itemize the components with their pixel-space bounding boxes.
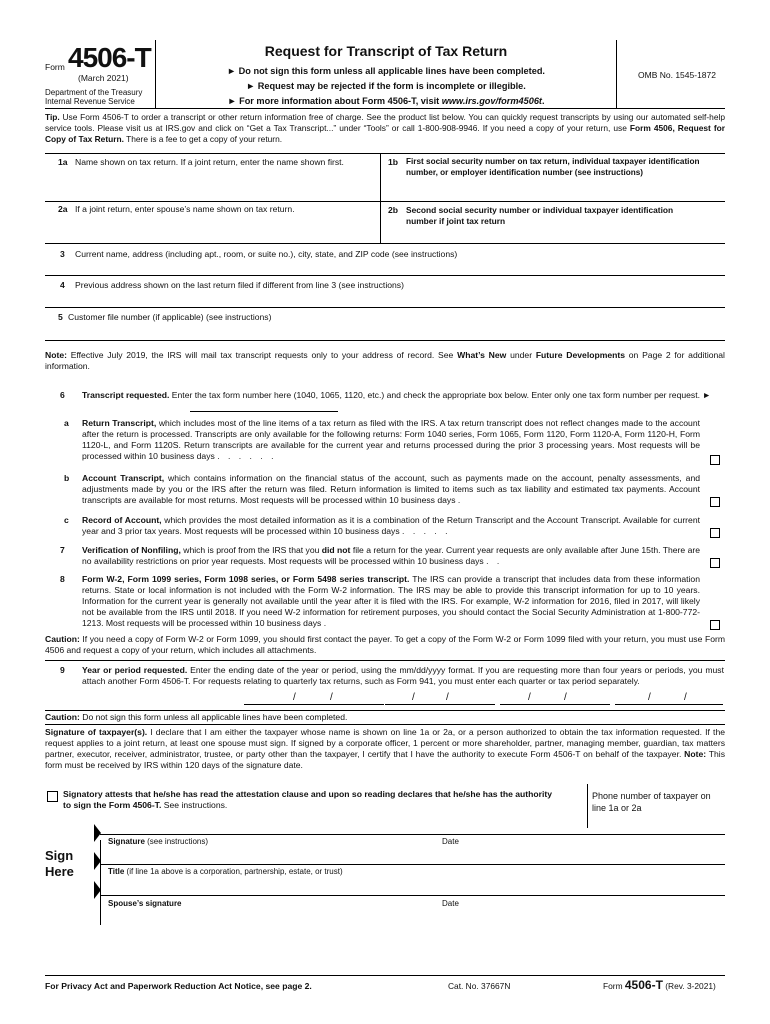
name-input-1a[interactable] — [75, 180, 375, 198]
caution-2-label: Caution: — [45, 712, 80, 722]
line-6c-dots: . . . . . — [402, 526, 451, 536]
signature-declaration-text: I declare that I am either the taxpayer whose name is shown on line 1a or 2a, or a person authorized to obtain the tax information requested. If the request applies to a joint return, at least one spouse must sign. If signed by a corporate officer, 1 percent or more shareholder, partner, managing member, guardian, tax matters partner, executor, receiver, administrator, trustee, or party other than the taxpayer, I certify that I have the authority to execute Form 4506-T on behalf of the taxpayer. — [45, 727, 726, 759]
spouse-signature-input[interactable] — [108, 882, 418, 894]
rule-before-caution-2 — [45, 710, 725, 711]
header-divider-right — [616, 40, 617, 108]
rule-before-4 — [45, 275, 725, 276]
title-field-bold: Title — [108, 867, 125, 876]
rule-before-2a — [45, 201, 725, 202]
line-6-number: 6 — [60, 390, 65, 400]
tip-paragraph — [45, 112, 725, 144]
line-7-bold: did not — [321, 545, 351, 555]
line-1b-number: 1b — [388, 157, 399, 167]
line-2b-number: 2b — [388, 205, 399, 215]
line-6a-label: Return Transcript, — [82, 418, 157, 428]
omb-number: OMB No. 1545-1872 — [638, 70, 716, 80]
line-2a-number: 2a — [58, 204, 68, 214]
line-2a-label: If a joint return, enter spouse’s name shown on tax return. — [75, 204, 295, 214]
line-4-label: Previous address shown on the last return filed if different from line 3 (see instructions) — [75, 280, 404, 290]
line-9-body: Enter the ending date of the year or period, using the mm/dd/yyyy format. If you are requesting more than four years or periods, you must attach another Form 4506-T. For requests relating to quarterly tax returns, such as Form 941, you must enter each quarter or tax period separately. — [82, 665, 724, 686]
line-3-number: 3 — [60, 249, 65, 259]
signature-declaration-label: Signature of taxpayer(s). — [45, 727, 148, 737]
note-text-1: Effective July 2019, the IRS will mail tax transcript requests only to your address of record. See — [66, 350, 458, 360]
sign-here-label — [45, 848, 74, 881]
sign-label: Sign — [45, 848, 74, 863]
line-1a-number: 1a — [58, 157, 68, 167]
line-6c-letter: c — [64, 515, 69, 525]
line-9-text — [82, 665, 724, 687]
note-label: Note: — [45, 350, 67, 360]
period-4-input[interactable] — [615, 692, 723, 705]
phone-input[interactable] — [590, 815, 725, 827]
ssn-input-2b[interactable] — [406, 226, 721, 242]
line-6a-dots: . . . . . . — [217, 451, 277, 461]
caution-2-text: Do not sign this form unless all applicable lines have been completed. — [79, 712, 348, 722]
signature-declaration — [45, 727, 725, 771]
line-6b-dots: . — [457, 495, 461, 505]
footer-form-id — [603, 978, 716, 993]
spouse-line — [100, 895, 725, 896]
bullet3-pre: ► For more information about Form 4506-T, visit — [227, 96, 442, 106]
line-7-number: 7 — [60, 545, 65, 555]
tip-text-end: There is a fee to get a copy of your return. — [123, 133, 283, 144]
line-6a-text — [82, 418, 700, 462]
bullet3-post: . — [542, 96, 545, 106]
line-6c-body: which provides the most detailed information as it is a combination of the Return Transcript and the Account Transcript. Available for current year and 3 prior tax years. Most requests will be processed within 10 business days — [82, 515, 700, 536]
attestation-text — [63, 789, 553, 811]
catalog-number: Cat. No. 37667N — [448, 981, 511, 991]
form-date: (March 2021) — [78, 73, 129, 83]
tip-text: Use Form 4506-T to order a transcript or other return information free of charge. See the product list below. You can quickly request transcripts by using our automated self-help service tools. Please visit us at IRS.gov and click on “Get a Tax Transcript...” under “Tools” or call 1-800-908-9946. If you need a copy of your return, use — [45, 112, 725, 133]
signature-field-label — [108, 837, 208, 847]
rule-before-3 — [45, 243, 725, 244]
here-label: Here — [45, 864, 74, 880]
ssn-input-1b[interactable] — [406, 180, 721, 198]
signature-date-label: Date — [442, 837, 459, 846]
line-5-number: 5 — [58, 312, 63, 322]
line-6b-text — [82, 473, 700, 506]
period-1-slash-1: / — [293, 692, 296, 703]
signature-field-sub: (see instructions) — [144, 837, 209, 846]
dept-line1: Department of the Treasury — [45, 88, 143, 97]
period-3-slash-1: / — [528, 692, 531, 703]
line-7-dots: . . — [486, 556, 503, 566]
footer-form-number: 4506-T — [624, 978, 663, 992]
note-text-3: on Page 2 for additional information. — [45, 350, 725, 371]
w2-1099-transcript-checkbox[interactable] — [710, 620, 720, 630]
phone-label: Phone number of taxpayer on line 1a or 2a — [592, 791, 711, 813]
irs-form-link[interactable]: www.irs.gov/form4506t — [441, 96, 542, 106]
title-field-label — [108, 867, 343, 877]
period-2-slash-2: / — [446, 692, 449, 703]
spouse-date-label: Date — [442, 899, 459, 908]
tip-bold: Form 4506, Request for Copy of Tax Return. — [45, 122, 725, 144]
line-7-body-2: file a return for the year. Current year requests are only available after June 15th. There are no availability restrictions on prior year requests. Most requests will be processed within 10 business days — [82, 545, 700, 566]
period-3-input[interactable] — [500, 692, 610, 705]
phone-box-left — [587, 784, 588, 828]
privacy-notice: For Privacy Act and Paperwork Reduction Act Notice, see page 2. — [45, 981, 312, 991]
line-8-dots: . — [323, 618, 327, 628]
header-bottom-rule — [45, 108, 725, 109]
record-of-account-checkbox[interactable] — [710, 528, 720, 538]
signature-note-text: This form must be received by IRS within 120 days of the signature date. — [45, 749, 725, 770]
spouse-name-input-2a[interactable] — [75, 222, 375, 240]
note-bold-2: Future Developments — [535, 350, 626, 360]
header-bullet-1: ► Do not sign this form unless all applicable lines have been completed. — [227, 66, 545, 76]
line-3-label: Current name, address (including apt., room, or suite no.), city, state, and ZIP code (see instructions) — [75, 249, 458, 259]
address-input-3[interactable] — [75, 261, 720, 273]
spouse-arrow-icon — [94, 881, 101, 899]
rule-before-9 — [45, 660, 725, 661]
signature-line — [100, 834, 725, 835]
line-6c-text — [82, 515, 700, 537]
attestation-suffix: See instructions. — [161, 800, 228, 810]
attestation-checkbox[interactable] — [47, 791, 58, 802]
line-8-text — [82, 574, 700, 629]
title-arrow-icon — [94, 852, 101, 870]
line-6a-letter: a — [64, 418, 69, 428]
attestation-bold: Signatory attests that he/she has read the attestation clause and upon so reading declares that he/she has the authority to sign the Form 4506-T. — [63, 789, 553, 810]
account-transcript-checkbox[interactable] — [710, 497, 720, 507]
line-8-body: The IRS can provide a transcript that includes data from these information returns. State or local information is not included with the Form W-2 information. The IRS may be able to provide this transcript information for up to 10 years. Information for the current year is generally not available until the year after it is filed with the IRS. For example, W-2 information for 2016, filed in 2017, will likely not be available from the IRS until 2018. If you need W-2 information for retirement purposes, you should contact the Social Security Administration at 1-800-772-1213. Most requests will be processed within 10 business days — [82, 574, 700, 628]
line-9-label: Year or period requested. — [82, 665, 188, 675]
line-8-label: Form W-2, Form 1099 series, Form 1098 series, or Form 5498 series transcript. — [82, 574, 410, 584]
header-divider-left — [155, 40, 156, 108]
form-number: 4506-T — [68, 42, 151, 73]
period-2-slash-1: / — [412, 692, 415, 703]
tax-form-number-input[interactable] — [190, 401, 338, 412]
divider-2a-2b — [380, 201, 381, 243]
caution-2-paragraph — [45, 712, 725, 723]
line-7-text — [82, 545, 700, 567]
line-9-number: 9 — [60, 665, 65, 675]
note-bold-1: What’s New — [457, 350, 507, 360]
line-6-text — [82, 390, 722, 401]
line-2b-label: Second social security number or individual taxpayer identification number if joint tax return — [406, 205, 674, 226]
line-1b-label: First social security number on tax return, individual taxpayer identification number, or employer identification number (see instructions) — [406, 157, 700, 177]
title-input[interactable] — [108, 852, 708, 864]
line-6b-body: which contains information on the financial status of the account, such as payments made on the account, penalty assessments, and adjustments made by you or the IRS after the return was filed. Return information is limited to items such as tax liability and estimated tax payments. Account transcripts are available for most returns. Most requests will be processed within 10 business days — [82, 473, 701, 505]
form-title: Request for Transcript of Tax Return — [264, 43, 508, 59]
header-bullet-2: ► Request may be rejected if the form is incomplete or illegible. — [246, 81, 526, 91]
line-5-label: Customer file number (if applicable) (see instructions) — [68, 312, 272, 322]
line-6-body: Enter the tax form number here (1040, 1065, 1120, etc.) and check the appropriate box below. Enter only one tax form number per request. ► — [169, 390, 711, 400]
line-1a-label: Name shown on tax return. If a joint return, enter the name shown first. — [75, 157, 344, 167]
divider-1a-1b — [380, 153, 381, 201]
spouse-signature-label: Spouse’s signature — [108, 899, 182, 908]
tip-label: Tip. — [45, 112, 60, 122]
title-line — [100, 864, 725, 865]
footer-form-prefix: Form — [603, 981, 623, 991]
rule-before-signature — [45, 724, 725, 725]
line-6b-label: Account Transcript, — [82, 473, 165, 483]
verification-nonfiling-checkbox[interactable] — [710, 558, 720, 568]
signature-field-bold: Signature — [108, 837, 145, 846]
title-field-sub: (if line 1a above is a corporation, partnership, estate, or trust) — [124, 867, 343, 876]
signature-note-label: Note: — [684, 749, 707, 759]
footer-rev: (Rev. 3-2021) — [665, 981, 716, 991]
line-6c-label: Record of Account, — [82, 515, 162, 525]
return-transcript-checkbox[interactable] — [710, 455, 720, 465]
period-1-input[interactable] — [244, 692, 384, 705]
period-4-slash-2: / — [684, 692, 687, 703]
note-text-2: under — [506, 350, 536, 360]
rule-before-5 — [45, 307, 725, 308]
period-3-slash-2: / — [564, 692, 567, 703]
line-6b-letter: b — [64, 473, 70, 483]
line-6a-body: which includes most of the line items of a tax return as filed with the IRS. A tax return transcript does not reflect changes made to the account after the return is processed. Transcripts are only available for the following returns: Form 1040 series, Form 1065, Form 1120, Form 1120-A, Form 1120-H, Form 1120-L, and Form 1120S. Return transcripts are available for the current year and returns processed during the prior 3 processing years. Most requests will be processed within 10 business days — [82, 418, 700, 461]
caution-1-text: If you need a copy of Form W-2 or Form 1099, you should first contact the payer. To get a copy of the Form W-2 or Form 1099 filed with your return, you must use Form 4506 and request a copy of your return, which includes all attachments. — [45, 634, 725, 655]
line-4-number: 4 — [60, 280, 65, 290]
period-4-slash-1: / — [648, 692, 651, 703]
footer-top-rule — [45, 975, 725, 976]
rule-before-1a — [45, 153, 725, 154]
caution-1-paragraph — [45, 634, 725, 656]
rule-after-5 — [45, 340, 725, 341]
customer-file-input-5[interactable] — [75, 324, 720, 336]
period-2-input[interactable] — [385, 692, 495, 705]
form-label: Form — [45, 62, 65, 72]
header-bullet-3 — [160, 96, 612, 108]
period-1-slash-2: / — [330, 692, 333, 703]
note-paragraph — [45, 350, 725, 372]
line-6-label: Transcript requested. — [82, 390, 170, 400]
line-8-number: 8 — [60, 574, 65, 584]
dept-line2: Internal Revenue Service — [45, 97, 135, 107]
line-7-label: Verification of Nonfiling, — [82, 545, 181, 555]
caution-1-label: Caution: — [45, 634, 80, 644]
line-7-body-1: which is proof from the IRS that you — [180, 545, 322, 555]
previous-address-input-4[interactable] — [75, 292, 720, 304]
dept-treasury — [45, 88, 142, 106]
